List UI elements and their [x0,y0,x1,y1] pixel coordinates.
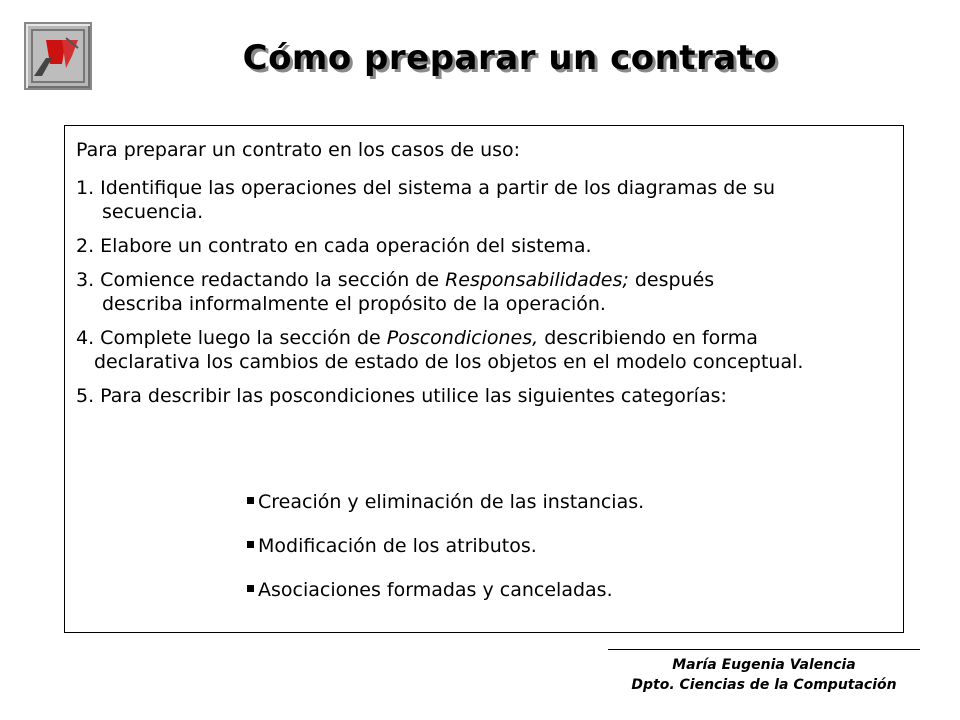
step-item [76,384,896,408]
step-text: Identifique las operaciones del sistema a partir de los diagramas de su [100,177,776,199]
step-item [76,268,896,316]
steps-list [76,176,896,418]
step-item [76,326,896,374]
category-label: Asociaciones formadas y canceladas. [258,579,613,601]
step-number: 2. [76,235,101,257]
step-number: 5. [76,385,101,407]
category-label: Modificación de los atributos. [258,535,537,557]
step-continuation: declarativa los cambios de estado de los objetos en el modelo conceptual. [94,351,804,373]
step-continuation: secuencia. [102,201,204,223]
footer-author: María Eugenia Valencia [672,657,856,673]
square-bullet-icon [247,585,254,592]
step-text: Para describir las poscondiciones utilice las siguientes categorías: [100,385,727,407]
step-text-after: describiendo en forma [538,327,758,349]
step-text: Elabore un contrato en cada operación del sistema. [100,235,592,257]
step-continuation: describa informalmente el propósito de la operación. [102,293,606,315]
step-emphasis: Responsabilidades; [445,269,629,291]
step-text: Complete luego la sección de [100,327,387,349]
category-item [247,578,644,602]
step-number: 3. [76,269,101,291]
step-emphasis: Poscondiciones, [386,327,539,349]
footer-divider [608,649,920,650]
intro-text: Para preparar un contrato en los casos de uso: [76,139,521,161]
step-number: 1. [76,177,101,199]
category-list [247,490,644,622]
category-label: Creación y eliminación de las instancias. [258,491,645,513]
step-item [76,234,896,258]
step-item [76,176,896,224]
category-item [247,534,644,558]
step-text-after: después [628,269,715,291]
step-number: 4. [76,327,101,349]
square-bullet-icon [247,541,254,548]
footer [608,655,920,695]
slide-title: Cómo preparar un contrato [242,38,778,78]
step-text: Comience redactando la sección de [100,269,446,291]
footer-department: Dpto. Ciencias de la Computación [631,677,897,693]
category-item [247,490,644,514]
square-bullet-icon [247,497,254,504]
content-box [64,125,904,633]
